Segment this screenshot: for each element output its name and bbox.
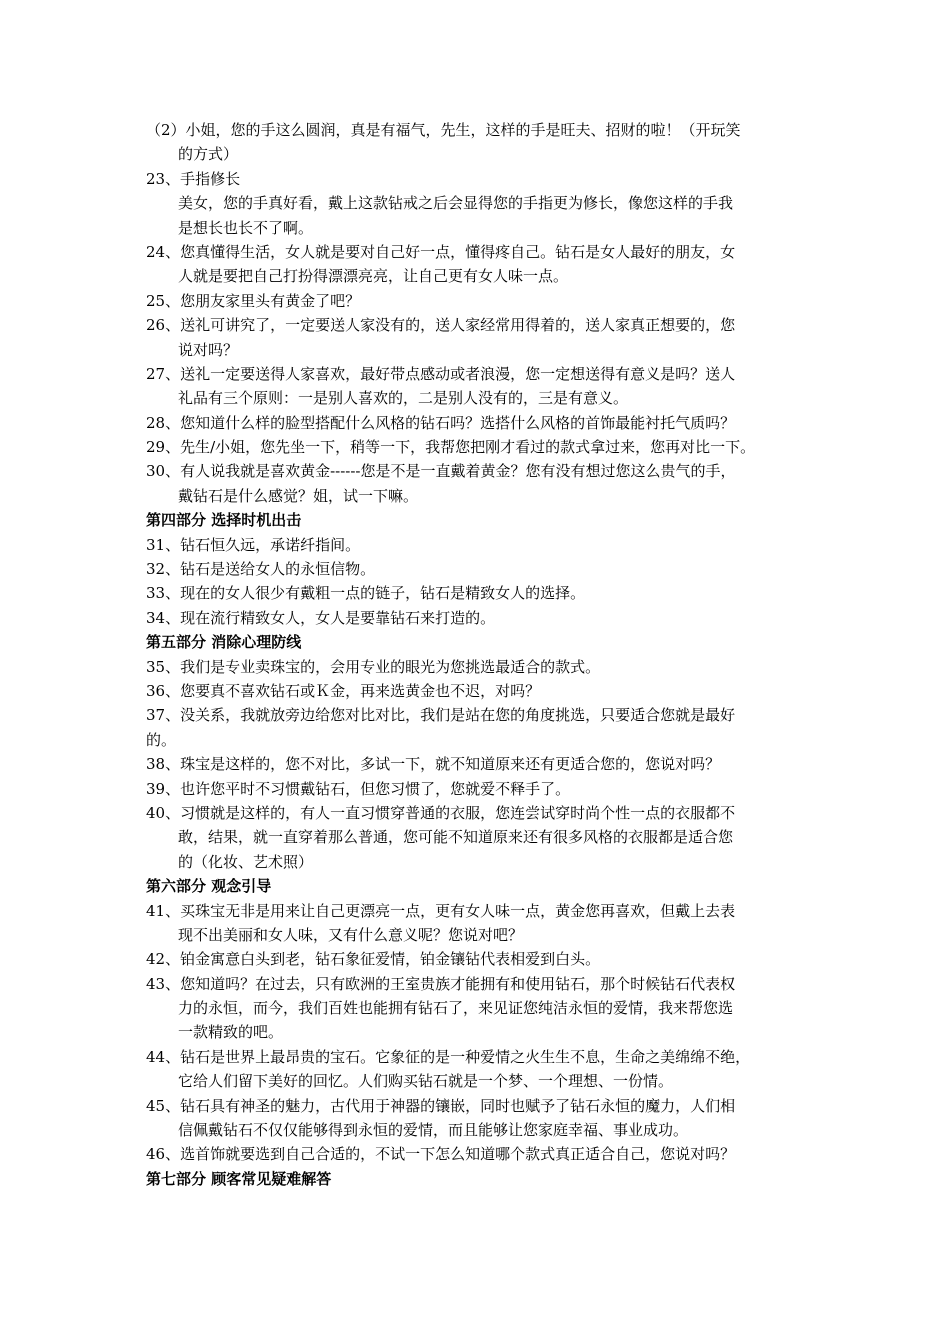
text-line: 33、现在的女人很少有戴粗一点的链子，钻石是精致女人的选择。 xyxy=(146,584,586,603)
text-line: 46、选首饰就要选到自己合适的，不试一下怎么知道哪个款式真正适合自己，您说对吗？ xyxy=(146,1145,736,1164)
text-line: 44、钻石是世界上最昂贵的宝石。它象征的是一种爱情之火生生不息，生命之美绵绵不绝， xyxy=(146,1047,751,1066)
text-line: 38、珠宝是这样的，您不对比，多试一下，就不知道原来还有更适合您的，您说对吗？ xyxy=(146,755,721,774)
section-heading: 第七部分 顾客常见疑难解答 xyxy=(146,1169,332,1188)
document-body xyxy=(146,118,812,1191)
text-line-continuation: 是想长也长不了啊。 xyxy=(178,218,314,237)
text-line: 40、习惯就是这样的，有人一直习惯穿普通的衣服，您连尝试穿时尚个性一点的衣服都不 xyxy=(146,803,736,822)
text-line: 45、钻石具有神圣的魅力，古代用于神器的镶嵌，同时也赋予了钻石永恒的魔力，人们相 xyxy=(146,1096,736,1115)
text-line-continuation: 礼品有三个原则：一是别人喜欢的，二是别人没有的，三是有意义。 xyxy=(178,389,629,408)
text-line: 36、您要真不喜欢钻石或Ｋ金，再来选黄金也不迟，对吗？ xyxy=(146,681,541,700)
text-line-continuation: 现不出美丽和女人味，又有什么意义呢？您说对吧？ xyxy=(178,925,524,944)
text-line: 30、有人说我就是喜欢黄金------您是不是一直戴着黄金？您有没有想过您这么贵气的手， xyxy=(146,462,736,481)
text-line-continuation: 戴钻石是什么感觉？姐，试一下嘛。 xyxy=(178,486,419,505)
text-line: 28、您知道什么样的脸型搭配什么风格的钻石吗？选搭什么风格的首饰最能衬托气质吗？ xyxy=(146,413,736,432)
text-line: 37、没关系，我就放旁边给您对比对比，我们是站在您的角度挑选，只要适合您就是最好 xyxy=(146,706,736,725)
text-line-continuation: 力的永恒，而今，我们百姓也能拥有钻石了，来见证您纯洁永恒的爱情，我来帮您选 xyxy=(178,999,734,1018)
text-line-continuation: 美女，您的手真好看，戴上这款钻戒之后会显得您的手指更为修长，像您这样的手我 xyxy=(178,194,734,213)
text-line: 26、送礼可讲究了，一定要送人家没有的，送人家经常用得着的，送人家真正想要的，您 xyxy=(146,316,736,335)
text-line: 24、您真懂得生活，女人就是要对自己好一点，懂得疼自己。钻石是女人最好的朋友，女 xyxy=(146,242,736,261)
text-line: 31、钻石恒久远，承诺纤指间。 xyxy=(146,535,361,554)
text-line-continuation: 人就是要把自己打扮得漂漂亮亮，让自己更有女人味一点。 xyxy=(178,267,569,286)
text-line: 43、您知道吗？在过去，只有欧洲的王室贵族才能拥有和使用钻石，那个时候钻石代表权 xyxy=(146,974,736,993)
section-heading: 第五部分 消除心理防线 xyxy=(146,633,302,652)
text-line: （2）小姐，您的手这么圆润，真是有福气，先生，这样的手是旺夫、招财的啦！（开玩笑 xyxy=(146,121,741,139)
text-line: 42、铂金寓意白头到老，钻石象征爱情，铂金镶钻代表相爱到白头。 xyxy=(146,950,601,969)
text-line: 27、送礼一定要送得人家喜欢，最好带点感动或者浪漫，您一定想送得有意义是吗？送人 xyxy=(146,364,736,383)
text-line-continuation: 的（化妆、艺术照） xyxy=(178,852,314,871)
text-line-continuation: 一款精致的吧。 xyxy=(178,1023,284,1042)
text-line: 的。 xyxy=(146,730,177,749)
text-line-continuation: 说对吗？ xyxy=(178,340,239,359)
text-line: 35、我们是专业卖珠宝的，会用专业的眼光为您挑选最适合的款式。 xyxy=(146,657,601,676)
section-heading: 第四部分 选择时机出击 xyxy=(146,511,302,530)
text-line: 41、买珠宝无非是用来让自己更漂亮一点，更有女人味一点，黄金您再喜欢，但戴上去表 xyxy=(146,901,736,920)
text-line: 25、您朋友家里头有黄金了吧？ xyxy=(146,291,361,310)
text-line: 34、现在流行精致女人，女人是要靠钻石来打造的。 xyxy=(146,608,496,627)
text-line: 32、钻石是送给女人的永恒信物。 xyxy=(146,560,376,579)
text-line-continuation: 的方式） xyxy=(178,145,239,164)
text-line-continuation: 信佩戴钻石不仅仅能够得到永恒的爱情，而且能够让您家庭幸福、事业成功。 xyxy=(178,1121,689,1140)
text-line: 23、手指修长 xyxy=(146,169,241,188)
section-heading: 第六部分 观念引导 xyxy=(146,877,272,896)
text-line: 29、先生/小姐，您先坐一下，稍等一下，我帮您把刚才看过的款式拿过来，您再对比一下。 xyxy=(146,438,756,457)
text-line-continuation: 它给人们留下美好的回忆。人们购买钻石就是一个梦、一个理想、一份情。 xyxy=(178,1072,674,1091)
text-line: 39、也许您平时不习惯戴钻石，但您习惯了，您就爱不释手了。 xyxy=(146,779,571,798)
text-line-continuation: 敢，结果，就一直穿着那么普通，您可能不知道原来还有很多风格的衣服都是适合您 xyxy=(178,828,734,847)
